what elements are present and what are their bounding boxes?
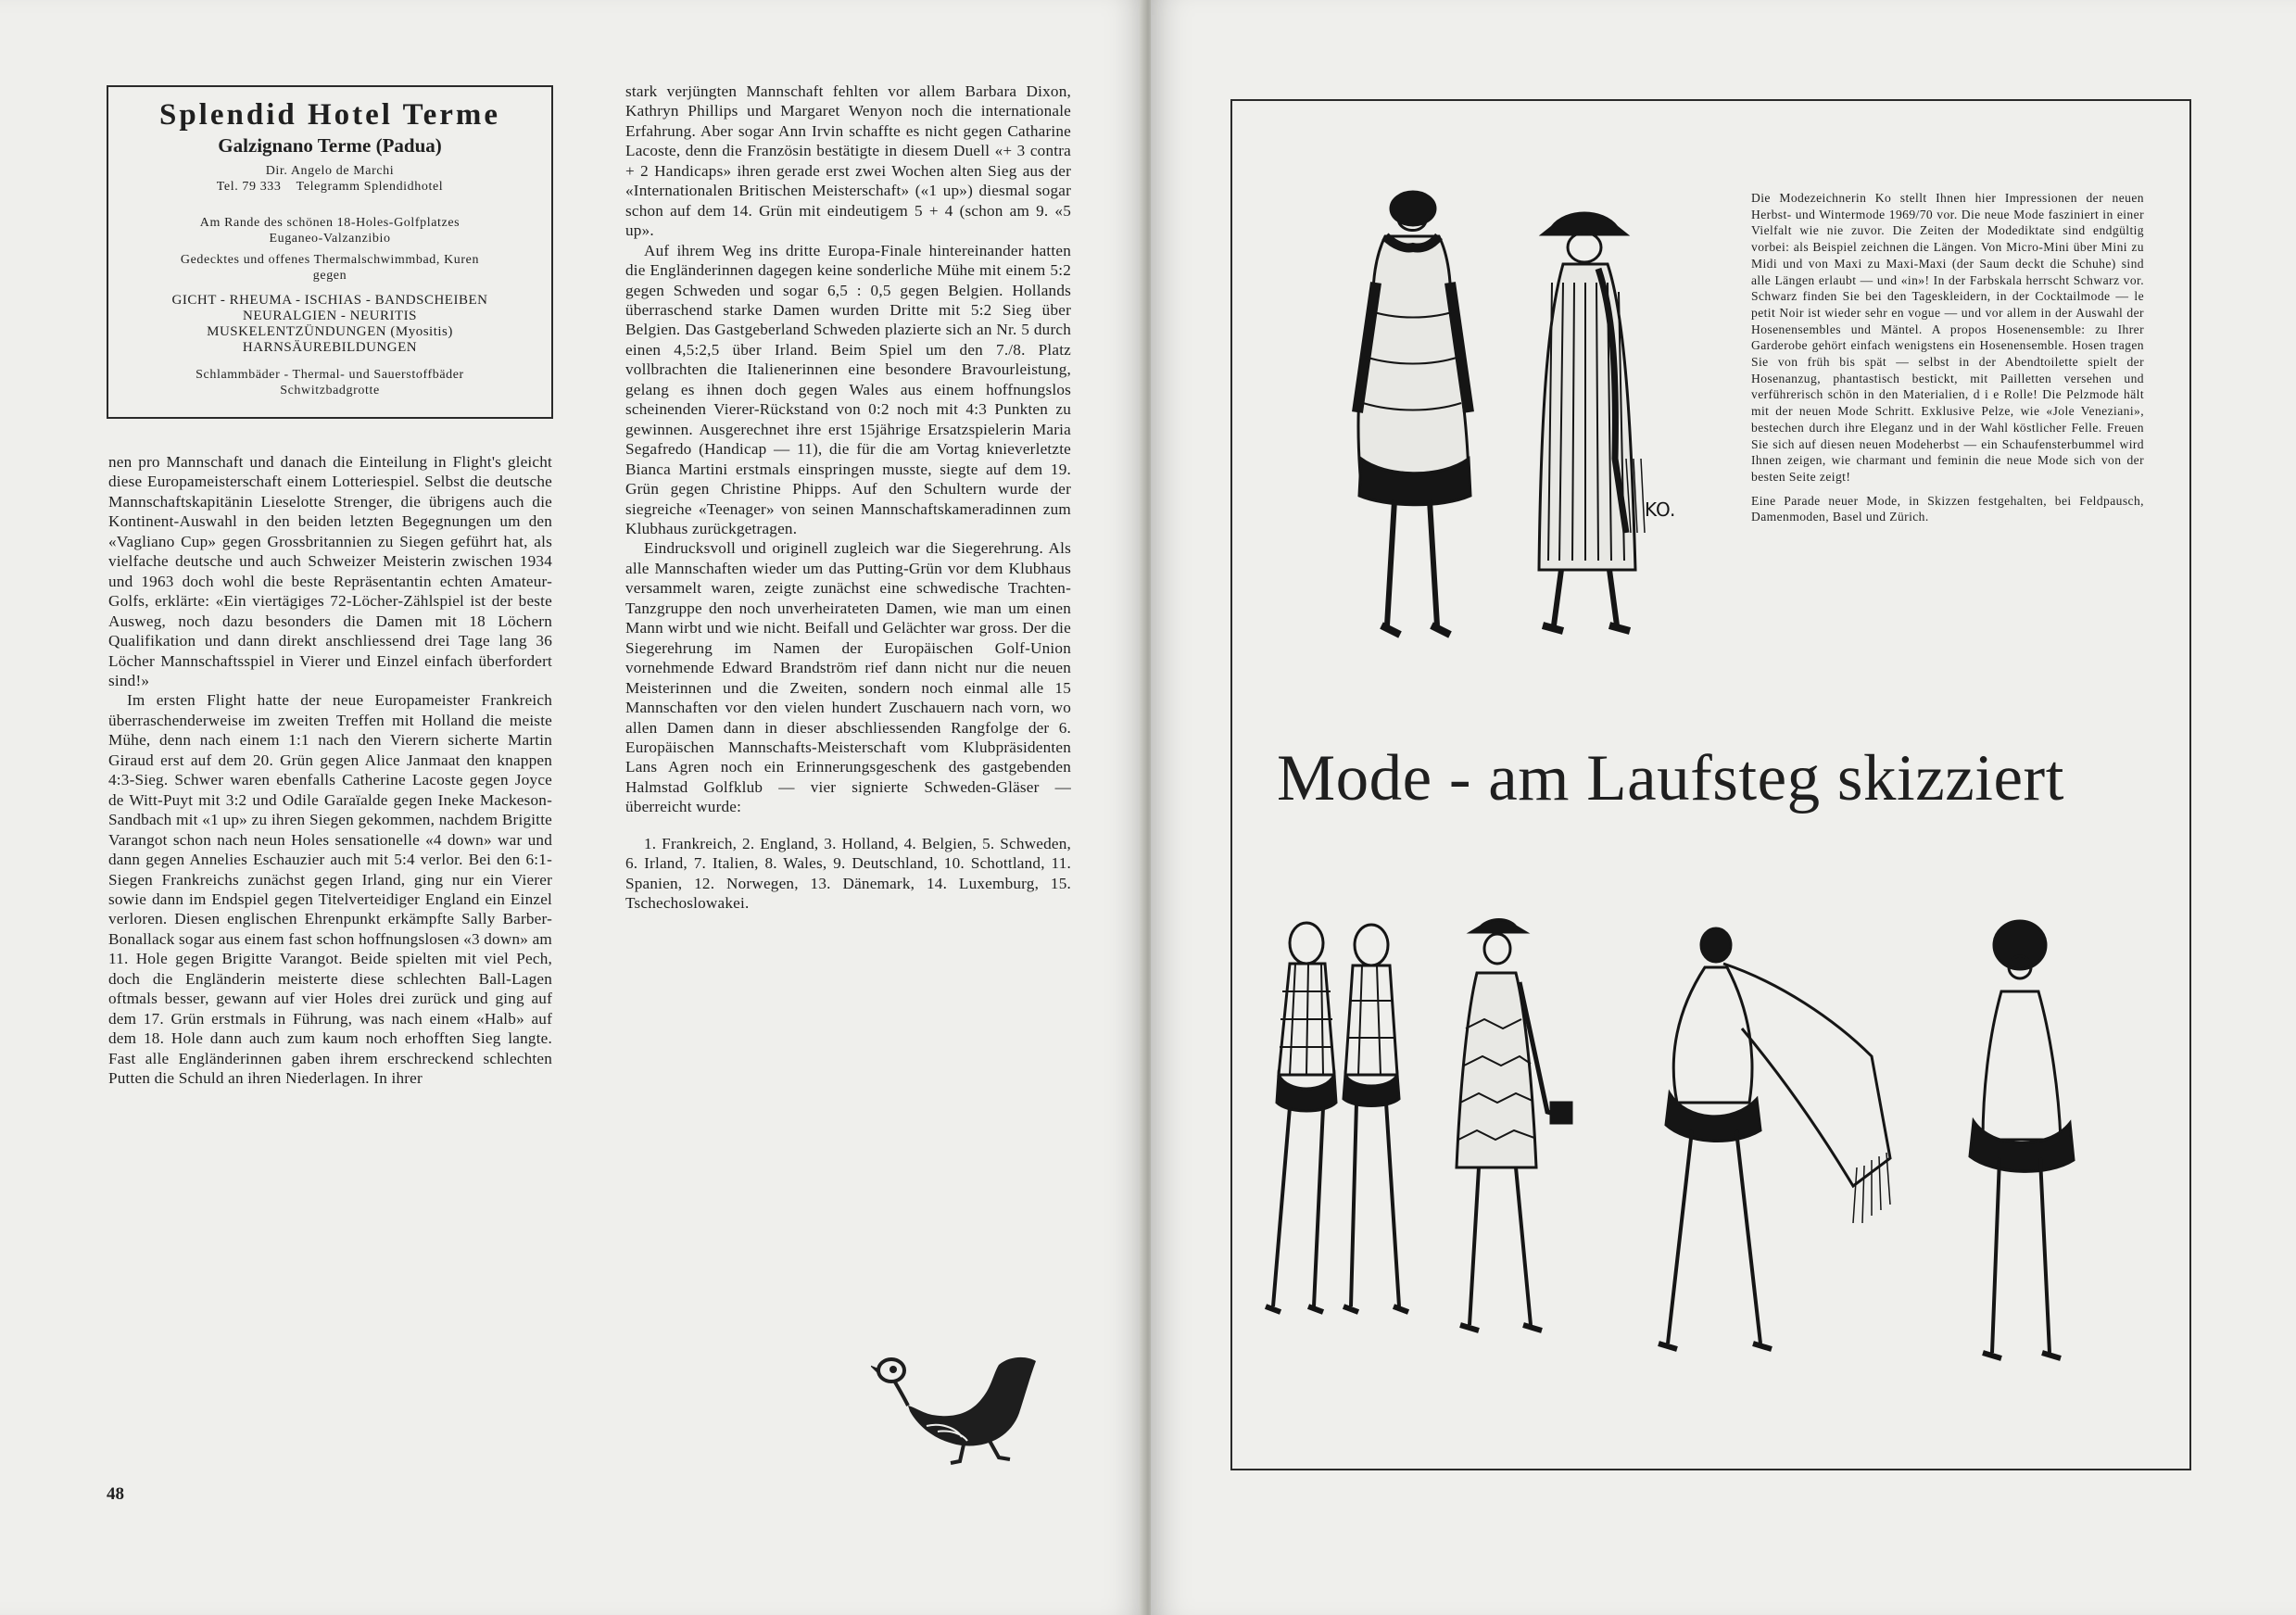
article-column-2 [625, 82, 1071, 914]
ailments-line-3: MUSKELENTZÜNDUNGEN (Myositis) [207, 324, 453, 339]
article-paragraph: Im ersten Flight hatte der neue Europameister Frankreich überraschenderweise im zweiten Treffen mit Holland die meiste Mühe, denn nach einem 1:1 nach den Vierern sicherte Martin Giraud erst auf dem 20. Grün gegen Alice Janmaat den knappen 4:3-Sieg. Schwer waren ebenfalls Catherine Lacoste gegen Joyce de Witt-Puyt mit 3:2 und Odile Garaïalde gegen Ineke Mackeson-Sandbach mit «1 up» zu ihren Siegen gekommen, nachdem Brigitte Varangot schon nach neun Holes sensationelle «4 down» war und dann gegen Annelies Eschauzier auch mit 5:4 verlor. Bei den 6:1-Siegen Frankreichs zunächst gegen Irland, ging nur ein Vierer sowie dann im Endspiel gegen Titelverteidiger England ein Einzel verloren. Diesen englischen Ehrenpunkt erkämpfte Sally Barber-Bonallack sogar aus einem fast schon hoffnungslosen «3 down» am 11. Hole gegen Brigitte Varangot. Beide spielten mit viel Pech, doch die Engländerin meisterte diese schlechten Ball-Lagen oftmals besser, gewann auf vier Holes drei zurück und ging auf dem 17. Grün erstmals in Führung, was nach einem «Halb» auf dem 18. Hole dann auch zum kaum noch erhofften Sieg langte. Fast alle Engländerinnen gaben ihrem erschreckend schlechten Putten die Schuld an ihren Niederlagen. In ihrer [108, 691, 552, 1088]
hotel-ailments [108, 293, 551, 356]
article-paragraph: stark verjüngten Mannschaft fehlten vor allem Barbara Dixon, Kathryn Phillips und Margaret Wenyon noch die internationale Erfahrung. Aber sogar Ann Irvin schaffte es nicht gegen Catharine Lacoste, denn die Französin bestätigte in diesem Duell «+ 3 contra + 2 Handicaps» ihren gerade erst zwei Wochen alten Sieg aus der «Internationalen Britischen Meisterschaft» («1 up») diesmal sogar schon auf dem 14. Grün mit eindeutigem 5 + 4 (schon am 9. «5 up». [625, 82, 1071, 240]
ailments-line-1: GICHT - RHEUMA - ISCHIAS - BANDSCHEIBEN [171, 293, 488, 308]
hotel-director: Dir. Angelo de Marchi [265, 164, 395, 178]
fashion-blurb [1751, 190, 2144, 525]
final-standings: 1. Frankreich, 2. England, 3. Holland, 4. Belgien, 5. Schweden, 6. Irland, 7. Italien, 8. Wales, 9. Deutschland, 10. Schottland, 11. Spanien, 12. Norwegen, 13. Dänemark, 14. Luxemburg, 15. Tschechoslowakei. [625, 834, 1071, 913]
hotel-contact: Tel. 79 333 Telegramm Splendidhotel [216, 180, 444, 194]
hotel-pools-line-1: Gedecktes und offenes Thermalschwimmbad, Kuren [180, 253, 480, 267]
fashion-headline: Mode - am Laufsteg skizziert [1277, 742, 2064, 814]
article-paragraph: Eindrucksvoll und originell zugleich war die Siegerehrung. Als alle Mannschaften wieder um das Putting-Grün vor dem Klubhaus versammelt waren, zeigte zunächst eine schwedische Trachten-Tanzgruppe den noch unverheirateten Damen, wie man um einen Mann wirbt und wie nicht. Beifall und Gelächter war gross. Der die Siegerehrung im Namen der Europäischen Golf-Union vornehmende Edward Brandström rief dann nicht nur die neuen Meisterinnen und die Zweiten, sondern noch einmal alle 15 Mannschaften vor den vielen hundert Zuschauern nach vorn, wo allen Damen dann in dieser abschliessenden Rangfolge der 6. Europäischen Mannschafts-Meisterschaft vom Klubpräsidenten Lans Agren noch ein Erinnerungsgeschenk des gastgebenden Halmstad Golfklub — vier signierte Schweden-Gläser — überreicht wurde: [625, 539, 1071, 816]
left-page [0, 0, 1145, 1615]
fashion-intro-paragraph: Die Modezeichnerin Ko stellt Ihnen hier Impressionen der neuen Herbst- und Wintermode 1969/70 vor. Die neue Mode fasziniert in einer Vielfalt wie nie zuvor. Die Zeiten der Modediktate sind endgültig vorbei: als Beispiel zeichnen die Längen. Von Micro-Mini über Mini zu Midi und von Maxi zu Maxi-Maxi (der Saum deckt die Schuhe) sind alle Längen erlaubt — und «in»! In der Farbskala herrscht Schwarz vor. Schwarz finden Sie bei den Tageskleidern, in der Cocktailmode — le petit Noir ist wieder sehr en vogue — und vor allem in der Auswahl der Hosenensembles und Mäntel. A propos Hosenensemble: zu Ihrer Garderobe gehört einfach wenigstens ein Hosenensemble. Hosen tragen Sie von früh bis spät — selbst in der Abendtoilette spielt der Hosenanzug, phantastisch bestickt, mit Pailletten versehen und verführerisch schön in den Materialien, d i e Rolle! Die Pelzmode hält mit der neuen Mode Schritt. Exklusive Pelze, wie «Jole Veneziani», bestechen durch ihre Eleganz und in der Wahl köstlicher Felle. Freuen Sie sich auf diesen neuen Modeherbst — ein Schaufensterbummel wird Ihnen zeigen, wie charmant und feminin die neue Mode sich von der besten Seite zeigt! [1751, 191, 2144, 484]
hotel-golf-line-1: Am Rande des schönen 18-Holes-Golfplatzes [199, 216, 460, 230]
ailments-line-2: NEURALGIEN - NEURITIS [243, 309, 417, 323]
page-number: 48 [107, 1484, 124, 1504]
hotel-name: Splendid Hotel Terme [158, 98, 501, 132]
article-column-1 [108, 452, 552, 1089]
hotel-advertisement [107, 85, 553, 419]
hotel-location: Galzignano Terme (Padua) [218, 134, 442, 157]
article-paragraph: Auf ihrem Weg ins dritte Europa-Finale hintereinander hatten die Engländerinnen dagegen keine sonderliche Mühe mit einem 5:2 gegen Schweden und sogar 6,5 : 0,5 gegen Belgien. Hollands überraschend starke Damen wurden Dritte mit 5:2 Sieg über Belgien. Das Gastgeberland Schweden plazierte sich an Nr. 5 durch einen 4,5:2,5 über Irland. Beim Spiel um den 7./8. Platz vollbrachten die Italienerinnen eine besondere Bravourleistung, gelang es ihnen doch gegen Wales aus einem hoffnungslos scheinenden Vierer-Rückstand von 0:2 noch mit 4:3 Punkten zu gewinnen. Ausgerechnet ihre erst 15jährige Ersatzspielerin Maria Segafredo (Handicap — 11), die für die am Vortag knieverletzte Bianca Martini erstmals einspringen musste, siegte auf dem 19. Grün gegen Christine Phipps. Auf den Schultern wurde der siegreiche «Teenager» von seinen Mannschaftskameradinnen zum Klubhaus zurückgetragen. [625, 241, 1071, 537]
article-paragraph: nen pro Mannschaft und danach die Einteilung in Flight's gleicht diese Europameisterschaft einem Lotteriespiel. Selbst die deutsche Mannschaftskapitänin Lieselotte Strenger, die übrigens auch die Kontinent-Auswahl in den beiden letzten Begegnungen um den «Vagliano Cup» gegen Grossbritannien zu Siegen geführt hat, als vielfache deutsche und auch Schweizer Meisterin zwischen 1934 und 1963 doch wohl die beste Repräsentantin echten Amateur-Golfs, erklärte: «Ein viertägiges 72-Löcher-Zählspiel ist der beste Ausweg, noch dazu besonders die Damen mit 18 Löchern Qualifikation und dann direkt anschliessend drei Tage lang 36 Löcher Mannschaftsspiel in Vierer und Einzel einfach überfordert sind!» [108, 453, 552, 689]
ailments-line-4: HARNSÄUREBILDUNGEN [242, 340, 418, 355]
hotel-pools-line-2: gegen [312, 269, 347, 283]
fashion-credit-paragraph: Eine Parade neuer Mode, in Skizzen festgehalten, bei Feldpausch, Damenmoden, Basel und Zürich. [1751, 493, 2144, 524]
fashion-sketch-coats [1320, 181, 1747, 662]
duck-illustration [871, 1348, 1056, 1469]
artist-signature: KO. [1645, 498, 1676, 521]
hotel-baths-line-1: Schlammbäder - Thermal- und Sauerstoffbäder [196, 368, 464, 382]
fashion-sketch-parade [1242, 917, 2177, 1427]
hotel-golf-line-2: Euganeo-Valzanzibio [269, 232, 391, 246]
hotel-baths-line-2: Schwitzbadgrotte [280, 384, 380, 397]
